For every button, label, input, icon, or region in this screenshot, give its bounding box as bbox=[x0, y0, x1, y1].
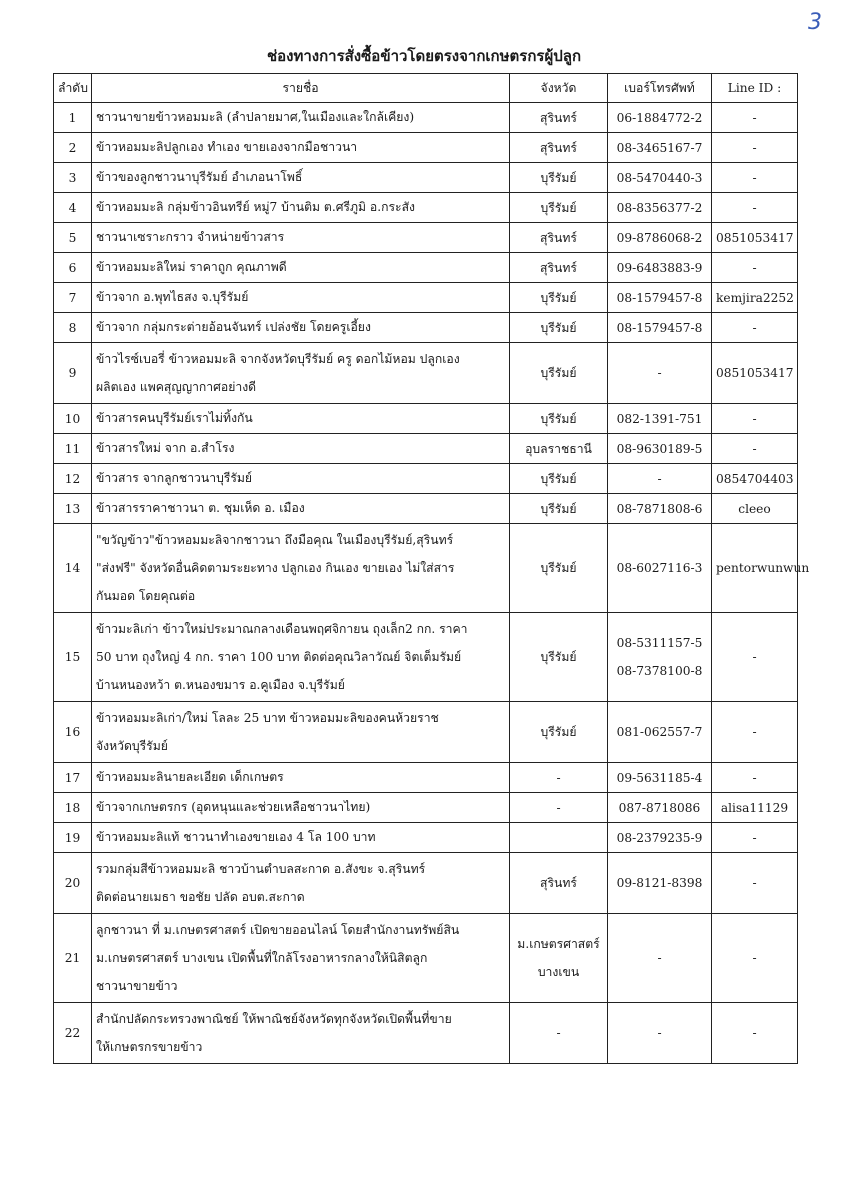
line-id: 0851053417 bbox=[712, 343, 798, 404]
seller-name-line: ข้าวไรซ์เบอรี่ ข้าวหอมมะลิ จากจังหวัดบุรีรัมย์ ครู ดอกไม้หอม ปลูกเอง bbox=[96, 352, 460, 366]
province bbox=[510, 343, 608, 404]
seller-name bbox=[92, 103, 510, 133]
phone-line: 09-8121-8398 bbox=[616, 876, 703, 890]
table-row bbox=[54, 702, 798, 763]
phone-line: - bbox=[657, 471, 662, 486]
header-line-id: Line ID : bbox=[712, 74, 798, 103]
table-row bbox=[54, 103, 798, 133]
page-title: ช่องทางการสั่งซื้อข้าวโดยตรงจากเกษตรกรผู้ปลูก bbox=[266, 47, 582, 65]
table-row bbox=[54, 313, 798, 343]
table-row bbox=[54, 404, 798, 434]
row-number: 8 bbox=[54, 313, 92, 343]
province bbox=[510, 133, 608, 163]
seller-name bbox=[92, 193, 510, 223]
table-row bbox=[54, 853, 798, 914]
seller-name-line: ชาวนาเซราะกราว จำหน่ายข้าวสาร bbox=[96, 230, 285, 244]
phone-number bbox=[608, 253, 712, 283]
seller-name-line: ชาวนาขายข้าว bbox=[96, 979, 178, 993]
phone-number bbox=[608, 494, 712, 524]
province-line: สุรินทร์ bbox=[540, 876, 577, 890]
row-number: 20 bbox=[54, 853, 92, 914]
phone-line: 08-7378100-8 bbox=[616, 664, 703, 678]
province bbox=[510, 793, 608, 823]
row-number: 12 bbox=[54, 464, 92, 494]
phone-number bbox=[608, 763, 712, 793]
table-body bbox=[54, 103, 810, 1064]
province bbox=[510, 404, 608, 434]
row-number: 13 bbox=[54, 494, 92, 524]
table-row bbox=[54, 494, 798, 524]
province bbox=[510, 494, 608, 524]
province-line: สุรินทร์ bbox=[540, 110, 577, 125]
phone-number bbox=[608, 133, 712, 163]
page-number: 3 bbox=[808, 10, 822, 35]
line-id: alisa11129 bbox=[712, 793, 798, 823]
province-line: บุรีรัมย์ bbox=[540, 650, 577, 664]
row-number: 18 bbox=[54, 793, 92, 823]
seller-name bbox=[92, 464, 510, 494]
seller-name-line: ข้าวสารราคาชาวนา ต. ชุมเห็ด อ. เมือง bbox=[96, 501, 305, 515]
line-id: - bbox=[712, 823, 798, 853]
province bbox=[510, 853, 608, 914]
phone-number bbox=[608, 853, 712, 914]
seller-name-line: รวมกลุ่มสีข้าวหอมมะลิ ชาวบ้านตำบลสะกาด อ.สังขะ จ.สุรินทร์ bbox=[96, 862, 426, 876]
province-line: - bbox=[556, 1026, 561, 1040]
seller-name-line: ข้าวจาก อ.พุทไธสง จ.บุรีรัมย์ bbox=[96, 290, 249, 304]
row-number: 5 bbox=[54, 223, 92, 253]
seller-name-line: ข้าวหอมมะลิเก่า/ใหม่ โลละ 25 บาท ข้าวหอมมะลิของคนห้วยราช bbox=[96, 711, 439, 725]
row-number: 1 bbox=[54, 103, 92, 133]
province bbox=[510, 524, 608, 613]
province bbox=[510, 103, 608, 133]
phone-number bbox=[608, 914, 712, 1003]
line-id: - bbox=[712, 702, 798, 763]
province bbox=[510, 914, 608, 1003]
header-no: ลำดับ bbox=[54, 74, 92, 103]
line-id: - bbox=[712, 193, 798, 223]
province-line: บุรีรัมย์ bbox=[540, 501, 577, 516]
phone-number bbox=[608, 313, 712, 343]
header-province: จังหวัด bbox=[510, 74, 608, 103]
line-id: pentorwunwun bbox=[712, 524, 798, 613]
province-line: บางเขน bbox=[537, 965, 580, 979]
seller-name bbox=[92, 613, 510, 702]
province bbox=[510, 434, 608, 464]
phone-line: - bbox=[657, 366, 662, 380]
row-number: 4 bbox=[54, 193, 92, 223]
seller-name-line: "ส่งฟรี" จังหวัดอื่นคิดตามระยะทาง ปลูกเอง กินเอง ขายเอง ไม่ใส่สาร bbox=[96, 561, 455, 575]
phone-number bbox=[608, 823, 712, 853]
line-id: - bbox=[712, 763, 798, 793]
phone-number bbox=[608, 193, 712, 223]
phone-line: 08-6027116-3 bbox=[616, 561, 703, 575]
seller-name bbox=[92, 853, 510, 914]
phone-number bbox=[608, 613, 712, 702]
seller-name bbox=[92, 343, 510, 404]
line-id: - bbox=[712, 253, 798, 283]
phone-line: 08-5470440-3 bbox=[616, 170, 703, 185]
phone-line: 09-6483883-9 bbox=[616, 260, 703, 275]
phone-number bbox=[608, 434, 712, 464]
table-row bbox=[54, 163, 798, 193]
row-number: 22 bbox=[54, 1003, 92, 1064]
phone-number bbox=[608, 1003, 712, 1064]
seller-name-line: ติดต่อนายเมธา ขอชัย ปลัด อบต.สะกาด bbox=[96, 890, 305, 904]
province-line: - bbox=[556, 770, 561, 785]
province-line: บุรีรัมย์ bbox=[540, 200, 577, 215]
province-line: สุรินทร์ bbox=[540, 140, 577, 155]
province bbox=[510, 193, 608, 223]
row-number: 14 bbox=[54, 524, 92, 613]
phone-number bbox=[608, 793, 712, 823]
line-id: - bbox=[712, 1003, 798, 1064]
line-id: 0851053417 bbox=[712, 223, 798, 253]
phone-line: 087-8718086 bbox=[618, 800, 701, 815]
seller-name-line: ผลิตเอง แพคสุญญากาศอย่างดี bbox=[96, 380, 257, 394]
table-header-row bbox=[54, 74, 798, 103]
row-number: 2 bbox=[54, 133, 92, 163]
row-number: 15 bbox=[54, 613, 92, 702]
seller-name bbox=[92, 763, 510, 793]
line-id: kemjira2252 bbox=[712, 283, 798, 313]
province bbox=[510, 313, 608, 343]
phone-line: 06-1884772-2 bbox=[616, 110, 703, 125]
row-number: 17 bbox=[54, 763, 92, 793]
seller-name bbox=[92, 823, 510, 853]
seller-name bbox=[92, 163, 510, 193]
province-line: บุรีรัมย์ bbox=[540, 320, 577, 335]
seller-name-line: ลูกชาวนา ที่ ม.เกษตรศาสตร์ เปิดขายออนไลน์ โดยสำนักงานทรัพย์สิน bbox=[96, 923, 460, 937]
table-row bbox=[54, 914, 798, 1003]
table-row bbox=[54, 763, 798, 793]
phone-line: 08-1579457-8 bbox=[616, 320, 703, 335]
seller-name-line: ข้าวหอมมะลิใหม่ ราคาถูก คุณภาพดี bbox=[96, 260, 287, 274]
seller-name bbox=[92, 524, 510, 613]
phone-line: 09-5631185-4 bbox=[616, 770, 703, 785]
phone-line: - bbox=[657, 1026, 662, 1040]
seller-name bbox=[92, 1003, 510, 1064]
seller-name-line: ข้าวจากเกษตรกร (อุดหนุนและช่วยเหลือชาวนาไทย) bbox=[96, 800, 371, 814]
province bbox=[510, 223, 608, 253]
phone-number bbox=[608, 283, 712, 313]
line-id: - bbox=[712, 103, 798, 133]
seller-name bbox=[92, 914, 510, 1003]
phone-number bbox=[608, 223, 712, 253]
seller-name-line: ข้าวของลูกชาวนาบุรีรัมย์ อำเภอนาโพธิ์ bbox=[96, 170, 303, 184]
province bbox=[510, 283, 608, 313]
seller-name-line: ข้าวสารใหม่ จาก อ.สำโรง bbox=[96, 441, 235, 455]
table-row bbox=[54, 793, 798, 823]
phone-line: 09-8786068-2 bbox=[616, 230, 703, 245]
line-id: cleeo bbox=[712, 494, 798, 524]
seller-name bbox=[92, 404, 510, 434]
line-id: - bbox=[712, 914, 798, 1003]
line-id: 0854704403 bbox=[712, 464, 798, 494]
seller-name bbox=[92, 702, 510, 763]
province-line: ม.เกษตรศาสตร์ bbox=[517, 937, 600, 951]
phone-number bbox=[608, 404, 712, 434]
table-row bbox=[54, 193, 798, 223]
table-row bbox=[54, 223, 798, 253]
phone-number bbox=[608, 163, 712, 193]
province bbox=[510, 613, 608, 702]
seller-name bbox=[92, 793, 510, 823]
table-row bbox=[54, 464, 798, 494]
line-id: - bbox=[712, 163, 798, 193]
seller-name bbox=[92, 313, 510, 343]
province-line: - bbox=[556, 800, 561, 815]
province-line: บุรีรัมย์ bbox=[540, 290, 577, 305]
row-number: 3 bbox=[54, 163, 92, 193]
phone-number bbox=[608, 103, 712, 133]
table-row bbox=[54, 1003, 798, 1064]
table-row bbox=[54, 133, 798, 163]
line-id: - bbox=[712, 404, 798, 434]
province-line: บุรีรัมย์ bbox=[540, 725, 577, 739]
phone-line: 08-8356377-2 bbox=[616, 200, 703, 215]
province-line: อุบลราชธานี bbox=[525, 441, 592, 456]
province bbox=[510, 163, 608, 193]
seller-name-line: "ขวัญข้าว"ข้าวหอมมะลิจากชาวนา ถึงมือคุณ ในเมืองบุรีรัมย์,สุรินทร์ bbox=[96, 533, 454, 547]
seller-name-line: ม.เกษตรศาสตร์ บางเขน เปิดพื้นที่ใกล้โรงอาหารกลางให้นิสิตลูก bbox=[96, 951, 428, 965]
row-number: 10 bbox=[54, 404, 92, 434]
seller-name bbox=[92, 223, 510, 253]
seller-name bbox=[92, 283, 510, 313]
phone-line: - bbox=[657, 951, 662, 965]
province-line: สุรินทร์ bbox=[540, 230, 577, 245]
rice-channel-table bbox=[53, 73, 810, 1064]
province bbox=[510, 763, 608, 793]
province bbox=[510, 464, 608, 494]
seller-name-line: กันมอด โดยคุณต่อ bbox=[96, 589, 196, 603]
phone-line: 081-062557-7 bbox=[616, 725, 703, 739]
phone-line: 08-9630189-5 bbox=[616, 441, 703, 456]
seller-name-line: ข้าวสาร จากลูกชาวนาบุรีรัมย์ bbox=[96, 471, 253, 485]
row-number: 21 bbox=[54, 914, 92, 1003]
seller-name-line: ชาวนาขายข้าวหอมมะลิ (ลำปลายมาศ,ในเมืองและใกล้เคียง) bbox=[96, 110, 415, 124]
table-row bbox=[54, 283, 798, 313]
province-line: สุรินทร์ bbox=[540, 260, 577, 275]
phone-number bbox=[608, 524, 712, 613]
seller-name-line: บ้านหนองหว้า ต.หนองขมาร อ.คูเมือง จ.บุรีรัมย์ bbox=[96, 678, 345, 692]
province-line: บุรีรัมย์ bbox=[540, 411, 577, 426]
row-number: 7 bbox=[54, 283, 92, 313]
phone-line: 08-1579457-8 bbox=[616, 290, 703, 305]
line-id: - bbox=[712, 434, 798, 464]
phone-number bbox=[608, 343, 712, 404]
phone-line: 08-5311157-5 bbox=[616, 636, 703, 650]
seller-name-line: ข้าวหอมมะลิแท้ ชาวนาทำเองขายเอง 4 โล 100 บาท bbox=[96, 830, 376, 844]
header-phone: เบอร์โทรศัพท์ bbox=[608, 74, 712, 103]
table-row bbox=[54, 613, 798, 702]
province-line: บุรีรัมย์ bbox=[540, 471, 577, 486]
seller-name-line: สำนักปลัดกระทรวงพาณิชย์ ให้พาณิชย์จังหวัดทุกจังหวัดเปิดพื้นที่ขาย bbox=[96, 1012, 452, 1026]
row-number: 11 bbox=[54, 434, 92, 464]
phone-line: 08-3465167-7 bbox=[616, 140, 703, 155]
province bbox=[510, 823, 608, 853]
row-number: 9 bbox=[54, 343, 92, 404]
table-row bbox=[54, 524, 798, 613]
seller-name-line: จังหวัดบุรีรัมย์ bbox=[96, 739, 168, 753]
row-number: 6 bbox=[54, 253, 92, 283]
row-number: 16 bbox=[54, 702, 92, 763]
seller-name-line: 50 บาท ถุงใหญ่ 4 กก. ราคา 100 บาท ติดต่อคุณวิลาวัณย์ จิตเต็มรัมย์ bbox=[96, 650, 462, 664]
table-row bbox=[54, 823, 798, 853]
header-name: รายชื่อ bbox=[92, 74, 510, 103]
seller-name-line: ข้าวสารคนบุรีรัมย์เราไม่ทิ้งกัน bbox=[96, 411, 253, 425]
seller-name bbox=[92, 133, 510, 163]
province bbox=[510, 253, 608, 283]
line-id: - bbox=[712, 613, 798, 702]
seller-name-line: ข้าวจาก กลุ่มกระต่ายอ้อนจันทร์ เปล่งชัย โดยครูเอี้ยง bbox=[96, 320, 371, 334]
phone-number bbox=[608, 464, 712, 494]
phone-line: 082-1391-751 bbox=[616, 411, 703, 426]
seller-name-line: ข้าวหอมมะลินายละเอียด เด็กเกษตร bbox=[96, 770, 284, 784]
line-id: - bbox=[712, 133, 798, 163]
phone-line: 08-2379235-9 bbox=[616, 830, 703, 845]
province bbox=[510, 1003, 608, 1064]
seller-name bbox=[92, 494, 510, 524]
table-row bbox=[54, 343, 798, 404]
phone-number bbox=[608, 702, 712, 763]
seller-name-line: ข้าวมะลิเก่า ข้าวใหม่ประมาณกลางเดือนพฤศจิกายน ถุงเล็ก2 กก. ราคา bbox=[96, 622, 468, 636]
seller-name-line: ให้เกษตรกรขายข้าว bbox=[96, 1040, 203, 1054]
line-id: - bbox=[712, 313, 798, 343]
province-line: บุรีรัมย์ bbox=[540, 561, 577, 575]
phone-line: 08-7871808-6 bbox=[616, 501, 703, 516]
seller-name bbox=[92, 434, 510, 464]
province bbox=[510, 702, 608, 763]
table-row bbox=[54, 434, 798, 464]
province-line: บุรีรัมย์ bbox=[540, 170, 577, 185]
row-number: 19 bbox=[54, 823, 92, 853]
province-line: บุรีรัมย์ bbox=[540, 366, 577, 380]
seller-name bbox=[92, 253, 510, 283]
line-id: - bbox=[712, 853, 798, 914]
table-row bbox=[54, 253, 798, 283]
seller-name-line: ข้าวหอมมะลิ กลุ่มข้าวอินทรีย์ หมู่7 บ้านติม ต.ศรีภูมิ อ.กระสัง bbox=[96, 200, 415, 214]
seller-name-line: ข้าวหอมมะลิปลูกเอง ทำเอง ขายเองจากมือชาวนา bbox=[96, 140, 358, 154]
